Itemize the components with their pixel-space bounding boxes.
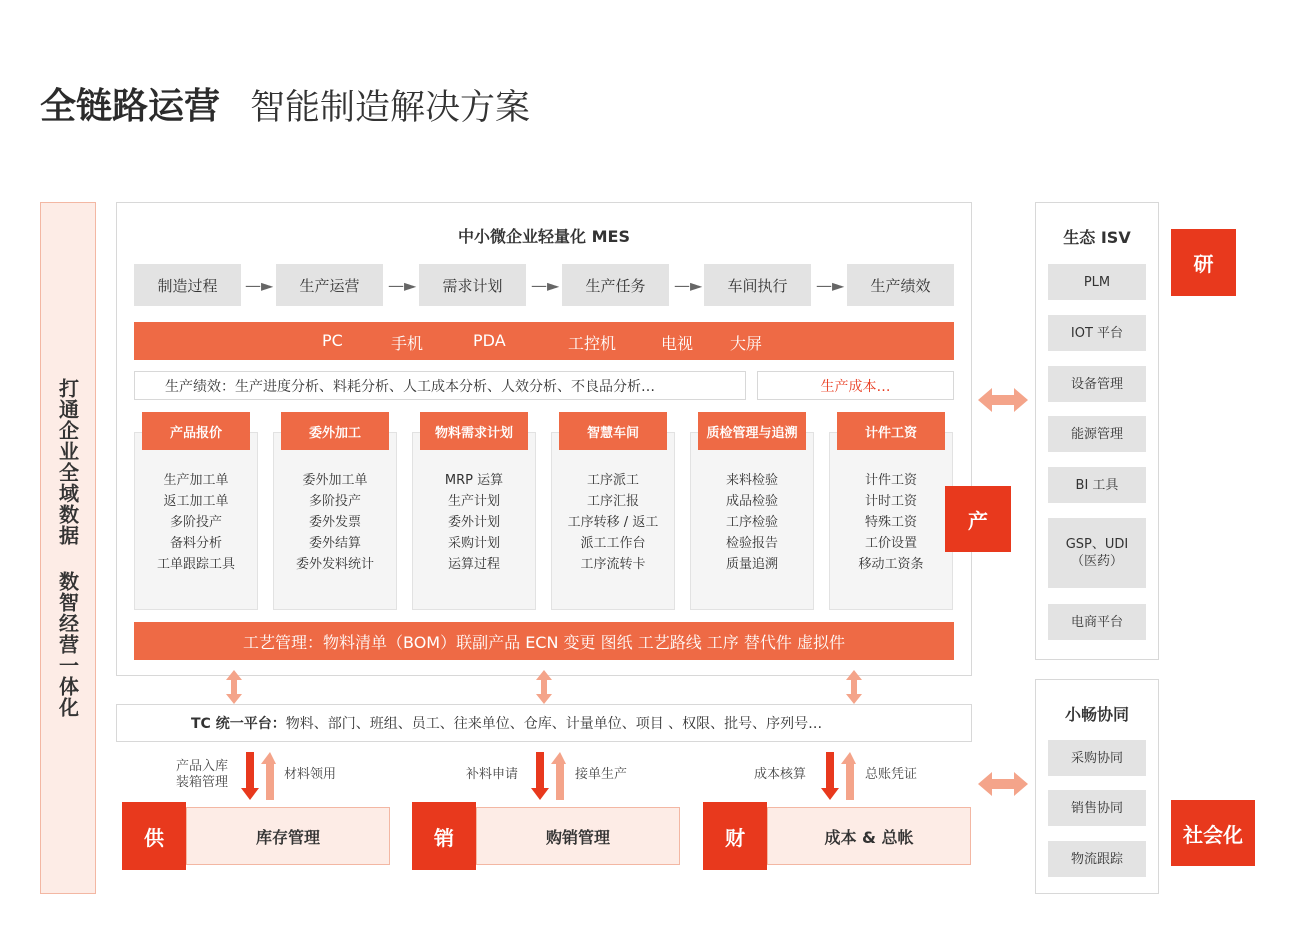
performance-analysis: 生产绩效：生产进度分析、料耗分析、人工成本分析、人效分析、不良品分析… [134, 371, 746, 400]
module-title-mrp: 物料需求计划 [420, 412, 528, 450]
module-title-outsource: 委外加工 [281, 412, 389, 450]
flow-label-finance-up: 总账凭证 [865, 767, 918, 782]
production-cost: 生产成本… [757, 371, 954, 400]
isv-item-energy: 能源管理 [1048, 416, 1146, 452]
production-tag: 产 [945, 486, 1011, 552]
step-production-task: 生产任务 [562, 264, 669, 306]
isv-item-iot: IOT 平台 [1048, 315, 1146, 351]
purchase-sales-management: 购销管理 [476, 807, 680, 865]
module-title-smart-workshop: 智慧车间 [559, 412, 667, 450]
flow-label-finance-down: 成本核算 [754, 767, 807, 782]
module-items: 计件工资 计时工资 特殊工资 工价设置 移动工资条 [858, 473, 924, 572]
step-demand-plan: 需求计划 [419, 264, 526, 306]
double-arrow-icon [844, 670, 864, 704]
module-items: 生产加工单 返工加工单 多阶投产 备料分析 工单跟踪工具 [156, 473, 235, 572]
up-down-arrows-icon [530, 752, 566, 800]
device-phone: 手机 [391, 334, 424, 353]
supply-tag: 供 [122, 802, 186, 870]
tc-label: TC 统一平台： [191, 716, 286, 732]
cost-ledger: 成本 & 总帐 [767, 807, 971, 865]
step-arrow-icon: —► [388, 276, 417, 295]
mes-title: 中小微企业轻量化 MES [458, 227, 630, 246]
socialization-tag: 社会化 [1171, 800, 1255, 866]
collab-item-sales: 销售协同 [1048, 790, 1146, 826]
double-arrow-icon [224, 670, 244, 704]
isv-title: 生态 ISV [1063, 228, 1131, 247]
finance-tag: 财 [703, 802, 767, 870]
step-manufacturing-process: 制造过程 [134, 264, 241, 306]
page-title-bold: 全链路运营 [40, 86, 221, 127]
flow-label-sales-down: 补料申请 [466, 767, 519, 782]
module-title-quality: 质检管理与追溯 [698, 412, 806, 450]
device-pc: PC [322, 331, 343, 350]
double-arrow-horizontal-icon [978, 386, 1028, 414]
devices-bar [134, 322, 954, 360]
step-arrow-icon: —► [816, 276, 845, 295]
process-management-bar: 工艺管理：物料清单（BOM）联副产品 ECN 变更 图纸 工艺路线 工序 替代件 虚拟件 [134, 622, 954, 660]
tc-unified-platform [116, 704, 972, 742]
module-items: MRP 运算 生产计划 委外计划 采购计划 运算过程 [444, 473, 504, 572]
sales-tag: 销 [412, 802, 476, 870]
isv-item-device: 设备管理 [1048, 366, 1146, 402]
flow-label-supply-up: 材料领用 [284, 767, 337, 782]
step-production-performance: 生产绩效 [847, 264, 954, 306]
isv-item-gsp-udi: GSP、UDI （医药） [1048, 518, 1146, 588]
module-title-piece-wage: 计件工资 [837, 412, 945, 450]
inventory-management: 库存管理 [186, 807, 390, 865]
module-title-quote: 产品报价 [142, 412, 250, 450]
module-items: 委外加工单 多阶投产 委外发票 委外结算 委外发料统计 [295, 473, 374, 572]
isv-item-plm: PLM [1048, 264, 1146, 300]
flow-label-sales-up: 接单生产 [575, 767, 628, 782]
module-items: 来料检验 成品检验 工序检验 检验报告 质量追溯 [725, 473, 778, 572]
module-items: 工序派工 工序汇报 工序转移 / 返工 派工工作台 工序流转卡 [567, 473, 659, 572]
step-production-operation: 生产运营 [276, 264, 383, 306]
research-tag: 研 [1171, 229, 1236, 296]
isv-item-bi: BI 工具 [1048, 467, 1146, 503]
step-arrow-icon: —► [674, 276, 703, 295]
up-down-arrows-icon [240, 752, 276, 800]
collab-item-purchase: 采购协同 [1048, 740, 1146, 776]
tc-content: 物料、部门、班组、员工、往来单位、仓库、计量单位、项目 、权限、批号、序列号… [285, 716, 823, 732]
page-title-subtitle: 智能制造解决方案 [250, 88, 531, 128]
collab-item-logistics: 物流跟踪 [1048, 841, 1146, 877]
left-vertical-banner [40, 202, 96, 894]
step-workshop-execution: 车间执行 [704, 264, 811, 306]
device-big-screen: 大屏 [730, 334, 763, 353]
double-arrow-icon [534, 670, 554, 704]
step-arrow-icon: —► [245, 276, 274, 295]
up-down-arrows-icon [820, 752, 856, 800]
step-arrow-icon: —► [531, 276, 560, 295]
device-ipc: 工控机 [568, 334, 617, 353]
device-tv: 电视 [661, 334, 694, 353]
left-banner-text: 打通企业全域数据 数智经营一体化 [55, 378, 80, 718]
collab-title: 小畅协同 [1064, 705, 1129, 724]
isv-item-ecommerce: 电商平台 [1048, 604, 1146, 640]
flow-label-supply-down: 产品入库 装箱管理 [175, 759, 228, 790]
device-pda: PDA [473, 331, 506, 350]
double-arrow-horizontal-icon [978, 770, 1028, 798]
